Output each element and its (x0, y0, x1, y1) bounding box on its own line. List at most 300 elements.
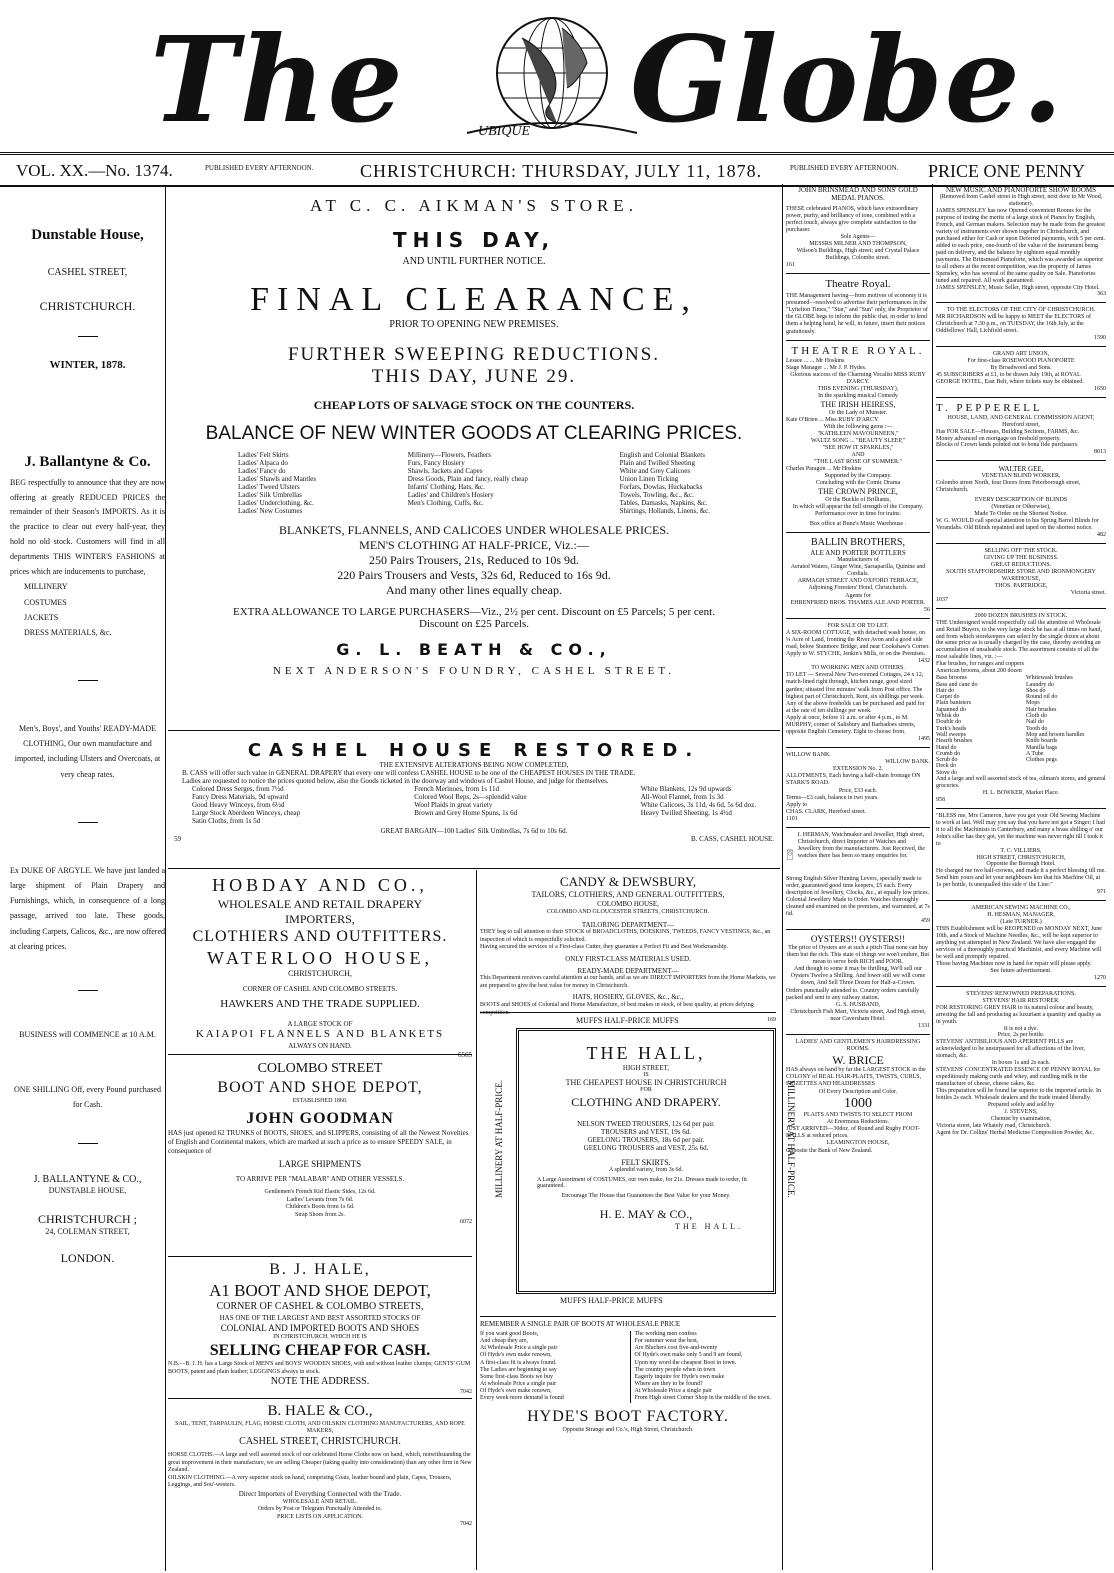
candy-num: 169 (767, 1017, 776, 1023)
hyde-r-7: Where are they to be found? (634, 1381, 703, 1388)
list1-4: Ladies' Tweed Ulsters (238, 483, 300, 492)
hobday-advert (168, 874, 472, 1060)
hall-advert (516, 1028, 776, 1294)
brush-b-8: Tooth do (1026, 725, 1048, 732)
hall-street: HIGH STREET, (622, 1064, 670, 1072)
price: PRICE ONE PENNY (928, 161, 1086, 181)
hyde-l-3: Of Hyde's own make renown, (480, 1352, 552, 1359)
published-note: PUBLISHED EVERY AFTERNOON. (205, 164, 314, 172)
hall-is: IS (643, 1072, 649, 1078)
agent: Agent for Dr. Collins' Herbal Medicine Composition Powder, &c. (936, 1129, 1094, 1136)
hobday-clothiers: CLOTHIERS AND OUTFITTERS. (192, 927, 448, 945)
list2-2: Shawls, Jackets and Capes (407, 467, 483, 476)
removed: (Removed from Cashel street to High street, next door to Mr Wood, stationer). (939, 194, 1103, 208)
bjhale-in: IN CHRISTCHURCH, WHICH HE IS (273, 1333, 367, 1340)
bjhale-nb: N.B.—B. J. H. has a Large Stock of MEN'S and BOYS' WOODEN SHOES, with and without leather clumps; GENTS' GUM BOOTS, patent and plain leather; LEGGINGS always in stock. (168, 1361, 471, 1375)
list1-2: Ladies' Fancy do (238, 467, 286, 476)
num: 1037 (936, 596, 948, 603)
shilling-text: ONE SHILLING Off, every Pound purchased for Cash. (14, 1085, 161, 1110)
hyde-r-1: For summer wear the best, (634, 1337, 699, 1344)
hobday-city: CHRISTCHURCH, (288, 969, 352, 978)
theatre-title: Theatre Royal. (825, 278, 891, 291)
conclude: Concluding with the Comic Drama (815, 480, 901, 487)
brice-body: HAS always on hand by far the LARGEST STOCK in the COLONY of REAL HAIR-PLAITS, TWISTS, CURLS, FRIZETTES AND HEADDRESSES (786, 1067, 926, 1088)
divider (78, 1143, 98, 1144)
sole-agents: Sole Agents— (840, 233, 876, 240)
list2-6: Men's Clothing, Cuffs, &c. (407, 499, 484, 508)
hall-title: THE HALL, (586, 1043, 706, 1063)
list2-0: Millinery—Flowers, Feathers (407, 451, 491, 459)
clearance-list (168, 451, 780, 515)
over: Performance over in time for trains. (815, 510, 901, 517)
argyle-text: Ex DUKE OF ARGYLE. We have just landed a large shipment of Plain Drapery and Furnishings, which, in consequence of a long passage, arrived too late. These goods, including Carpets, Calicos, &c., are now offered at clearing prices. (10, 865, 165, 951)
hobday-importers: IMPORTERS, (285, 911, 355, 926)
silver: Strong English Silver Hunting Levers, specially made to order, guaranteed good time keepers, £5 each. Every description of Jewellery, Clocks, &c., at equally low prices. Colonial Jewellery Made to Order. Watches thoroughly cleaned and examined on the premises, and warranted, at 7s 6d. (786, 875, 930, 918)
left-column (10, 186, 166, 1571)
bhale-sub: SAIL, TENT, TARPAULIN, FLAG, HORSE CLOTH, AND OILSKIN CLOTHING MANUFACTURERS, AND ROPE MAKERS, (175, 1420, 465, 1435)
manu: Manufacturers of (837, 557, 879, 564)
restorer: STEVENS' HAIR RESTORER. (982, 997, 1060, 1004)
candy-streets: COLOMBO AND GLOUCESTER STREETS, CHRISTCHURCH. (546, 909, 710, 915)
hall-side-left: MILLINERY AT HALF-PRICE. (494, 1080, 504, 1198)
hyde-r-0: The working men confess (634, 1330, 697, 1337)
hyde-r-5: The country people when in town (634, 1366, 716, 1373)
goodman-item-2: Children's Boots from 1s 6d. (285, 1204, 355, 1211)
rosewood: For first-class ROSEWOOD PIANOFORTE (967, 358, 1075, 365)
brush-a-9: Wall sweeps (936, 731, 967, 738)
hyde-l-8: Of Hyde's own make renown, (480, 1388, 552, 1395)
lady-munster: Or the Lady of Munster. (828, 409, 888, 416)
item-dress: DRESS MATERIALS, &c. (24, 627, 112, 637)
hyde-r-8: At Wholesale Price a single pair (634, 1388, 712, 1395)
balance: BALANCE OF NEW WINTER GOODS AT CLEARING PRICES. (205, 423, 743, 444)
great: GREAT REDUCTIONS. (990, 561, 1052, 568)
goodman-h1: COLOMBO STREET (257, 1061, 383, 1076)
hyde-address: Opposite Strange and Co.'s, High Street, Christchurch. (562, 1426, 694, 1433)
hall-top: MUFFS HALF-PRICE MUFFS (576, 1016, 679, 1025)
divider (936, 346, 1106, 347)
divider (480, 1012, 776, 1013)
wilson: Wilson's Buildings, High street; and Crystal Palace Buildings, Colombo street. (796, 247, 920, 262)
brush-b-2: Shoe do (1026, 687, 1046, 694)
hall-item-0: NELSON TWEED TROUSERS, 12s 6d per pair. (577, 1120, 715, 1128)
pepperell: T. PEPPERELL (936, 401, 1043, 414)
villiers: T. C. VILLIERS, (1000, 847, 1042, 854)
brush-a-10: Hearth brushes (936, 738, 973, 745)
spensley: JAMES SPENSLEY has now Opened convenient Rooms for the purpose of testing the merits of a large stock of Pianos by English, French, and German makers. Selection may be made from the greatest variety of instruments ever shown together in Christchurch, and purchased either for Cash or upon Deferred payments, with 5 per cent. added to each price, one-fourth of the value of the instrument being paid on delivery, and the balance by eighteen equal monthly payments. The Brinsmead Pianoforte, which was awarded as superior to all others at the recent competition, was the property of James Spensley, who has several of the same quality on Sale. Pianofortes tuned and repaired. All work guaranteed. (936, 208, 1106, 284)
list1-5: Ladies' Silk Umbrellas (238, 491, 302, 500)
c3-1: All-Wool Flannel, from 1s 3d (640, 793, 724, 802)
divider (936, 543, 1106, 544)
goodman-large: LARGE SHIPMENTS (278, 1159, 362, 1170)
beath-name: G. L. BEATH & CO., (336, 640, 612, 660)
chemist: Chemist by examination, (990, 1115, 1052, 1122)
candy-body: THEY beg to call attention to their STOCK of BROADCLOTHS, DOESKINS, TWEEDS, FANCY VESTINGS, &c., an inspection of which is respectfully solicited. (480, 929, 771, 943)
divider (936, 900, 1106, 901)
num: 482 (1097, 532, 1106, 539)
further-reductions: FURTHER SWEEPING REDUCTIONS. (287, 344, 661, 365)
column-rule (932, 184, 933, 1570)
brinsmead: JOHN BRINSMEAD AND SONS' GOLD MEDAL PIANOS. (798, 186, 918, 203)
hall-for: FOR (640, 1087, 652, 1093)
brush-b-9: Mop and broom handles (1026, 731, 1085, 738)
goodman-item-1: Ladies' Levants from 7s 6d. (286, 1196, 354, 1203)
trousers-3: And many other lines equally cheap. (386, 583, 562, 598)
colombo: Colombo street North, four Doors from Peterborough street, Christchurch. (936, 480, 1081, 494)
freeholds: Any of the above freeholds can be purchased and paid for at the rate of ten shillings per week. (786, 700, 925, 714)
until-notice: AND UNTIL FURTHER NOTICE. (402, 256, 546, 267)
column-rule (782, 184, 783, 1570)
allotments: ALLOTMENTS, Each having a half-chain frontage ON STARK'S ROAD. (786, 773, 921, 787)
kathleen: "KATHLEEN MAVOURNEEN," (817, 430, 899, 437)
divider (786, 532, 930, 533)
cashel-sub: THE EXTENSIVE ALTERATIONS BEING NOW COMPLETED, (379, 761, 569, 769)
divider (168, 1398, 472, 1399)
brush-a-5: Japanned do (936, 706, 966, 713)
list1-7: Ladies' New Costumes (238, 507, 303, 516)
hyde-l-4: A first-class fit is always found. (480, 1359, 557, 1366)
hyde-advert (480, 1320, 776, 1434)
brush-b-7: Nail do (1026, 719, 1044, 726)
stevens: STEVENS' RENOWNED PREPARATIONS. (966, 990, 1076, 997)
divider (786, 747, 930, 748)
list1-6: Ladies' Underclothing, &c. (238, 499, 314, 508)
adjoining: Adjoining Foresters' Hotel, Christchurch. (808, 585, 908, 592)
hyde-r-9: From High street Corner Shop in the middle of the town. (634, 1395, 771, 1402)
c1-4: Satin Cloths, from 1s 5d (192, 817, 261, 826)
c2-3: Brown and Grey Home Spuns, 1s 6d (414, 809, 518, 818)
bjhale-has: HAS ONE OF THE LARGEST AND BEST ASSORTED STOCKS OF (219, 1313, 421, 1322)
hall-splendid: A splendid variety, from 3s 6d. (608, 1167, 684, 1173)
brush-b-0: Whitewash brushes (1026, 675, 1073, 682)
fish-mart: Christchurch Fish Mart, Victoria street, And High street, near Caversham Hotel. (790, 1008, 926, 1022)
american-brooms: American brooms, about 200 dozen (936, 668, 1022, 675)
divider (480, 1316, 776, 1317)
place-date: CHRISTCHURCH: THURSDAY, JULY 11, 1878. (360, 161, 763, 181)
charles: Charles Paragon ... Mr Hoskins (786, 466, 862, 473)
and: AND (851, 451, 865, 458)
hyde-l-5: The Ladies are beginning to say (480, 1366, 557, 1373)
hyde-r-6: Eagerly inquire for Hyde's own make (634, 1373, 725, 1380)
hall-encourage: Encourage The House that Guarantees the Best Value for your Money. (561, 1193, 731, 1199)
hobday-kaiapoi: KAIAPOI FLANNELS AND BLANKETS (195, 1028, 445, 1041)
num: 8013 (1094, 449, 1106, 456)
bless: "BLESS me, Mrs Cameron, have you got your Old Sewing Machine to work at last. Well may you say that you have not got a Singer; I had it to all the Machinists in Canterbury, and many a brass shilling o' our John's siller has they got, yet the machine was never right till I took it to (936, 812, 1105, 847)
buckle: Or the Buckle of Brilliants, (825, 496, 891, 503)
lessee: Lessee ... ... Mr Hoskins (786, 357, 845, 364)
list1-1: Ladies' Alpaca do (238, 459, 288, 468)
brush-b-5: Hair brushes (1026, 706, 1057, 713)
flue: Flue brushes, for ranges and coppers (936, 661, 1024, 668)
see-future: See future advertisement. (990, 967, 1052, 974)
c3-3: Heavy Twilled Sheeting, 1s 4½d (640, 809, 732, 818)
hall-firm: H. E. MAY & CO., (599, 1207, 693, 1221)
brush-b-1: Laundry do (1026, 681, 1054, 688)
c1-2: Good Heavy Winceys, from 6½d (192, 801, 285, 810)
plaits: PLAITS AND TWISTS TO SELECT FROM (803, 1112, 913, 1119)
goodman-arrive: TO ARRIVE PER "MALABAR" AND OTHER VESSELS. (235, 1174, 405, 1183)
hyde-l-2: At Wholesale Price a single pair (480, 1345, 558, 1352)
hall-item-1: TROUSERS and VEST, 19s 6d. (601, 1128, 691, 1136)
c3-0: White Blankets, 12s 9d upwards (640, 785, 732, 793)
oyster-verse-2: And though to some it may be thrilling, We'll sell our Oysters Twelve a Shilling. And lower still we will come down, And Sell Three Dozen for Half-a-Crown. (790, 966, 926, 987)
wg: W. G. WOULD call special attention to his Spring Barrel Blinds for Verandahs. Old Blinds repainted and taped on the shortest notice. (936, 518, 1099, 532)
apply2: Apply to (786, 801, 808, 808)
hyde-r-2: Are Bluchers cost five-and-twenty (634, 1345, 718, 1352)
bhale-advert (168, 1402, 472, 1529)
list1-3: Ladies' Shawls and Mantles (238, 475, 317, 484)
ballin: BALLIN BROTHERS, (811, 537, 905, 549)
working: TO WORKING MEN AND OTHERS. (811, 665, 905, 672)
candy-advert (480, 874, 776, 1025)
goodman-item-3: Strap Shoes from 2s. (295, 1211, 345, 1218)
list3-2: White and Grey Calicoes (619, 467, 691, 476)
those: Those having Machines now in hand for repair will please apply. (936, 960, 1092, 967)
sale: FOR SALE OR TO LET. (827, 622, 889, 629)
also: And a large and well assorted stock of tea, oilman's stores, and general groceries. (936, 776, 1106, 789)
masthead (0, 0, 1114, 150)
hall-item-3: GEELONG TROUSERS and VEST, 25s 6d. (583, 1144, 709, 1152)
c2-2: Wool Plaids in great variety (414, 801, 493, 810)
list3-0: English and Colonial Blankets (619, 451, 705, 459)
candy-ready: READY-MADE DEPARTMENT— (577, 966, 679, 975)
brush-a-0: Bass brooms (936, 675, 967, 682)
brush-a-15: Stove do (936, 769, 958, 776)
every: EVERY DESCRIPTION OF BLINDS (974, 497, 1068, 504)
pills: STEVENS' ANTIBILIOUS AND APERIENT PILLS are acknowledged to be unsurpassed for all affections of the liver, stomach, &c. (936, 1039, 1085, 1060)
which: In which will appear the full strength of the Company. (792, 503, 924, 510)
goodman-name: JOHN GOODMAN (246, 1110, 394, 1127)
c1-3: Large Stock Aberdeen Winceys, cheap (192, 809, 301, 818)
agents2: Agents for (845, 592, 871, 599)
brush-a-6: Whisk do (936, 713, 960, 720)
candy-boots: BOOTS and SHOES of Colonial and Home Manufacture, of best makes in stock, of best quality, at prices defying competition. (480, 1002, 754, 1016)
cashel-advert (168, 734, 780, 869)
aikman-header: AT C. C. AIKMAN'S STORE. (310, 196, 638, 215)
num: 459 (921, 918, 930, 925)
boxes: In boxes 1s and 2s each. (991, 1060, 1051, 1067)
willow2: WILLOW BANK. (885, 759, 930, 766)
list3-1: Plain and Twilled Sheeting (619, 459, 695, 468)
victoria-street: Victoria street, late Whately road, Christchurch. (936, 1122, 1051, 1129)
bhale-name: B. HALE & CO., (267, 1403, 373, 1419)
restorer-body: FOR RESTORING GREY HAIR to its natural colour and beauty, arresting the fall and producing as luxuriant a quantity and quality as in youth. (936, 1004, 1102, 1025)
milner: MESSRS MILNER AND THOMPSON, (809, 240, 907, 247)
divider (936, 808, 1106, 809)
theatre-body: THE Management having—from motives of economy it is presumed—resolved to advertise their performances in the "Lyttelton Times," "Star," and "Sun" only, the Proprietor of the GLOBE begs to inform the public that, in order to lend them a helping hand, he will, in future, insert their notices gratuitously. (786, 293, 928, 335)
item-costumes: COSTUMES (24, 597, 67, 607)
cashel-num: 59 (174, 835, 181, 844)
divider (786, 827, 930, 828)
late: (Late TURNER.) (1000, 919, 1042, 926)
bhale-lists: PRICE LISTS ON APPLICATION. (276, 1513, 363, 1520)
giving: GIVING UP THE BUSINESS. (983, 555, 1059, 561)
blind-worker: VENETIAN BLIND WORKER, (981, 473, 1061, 480)
south: SOUTH STAFFORDSHIRE STORE AND IRONMONGERY WAREHOUSE, (946, 568, 1096, 582)
list1-0: Ladies' Felt Skirts (238, 451, 289, 459)
goodman-item-0: Gentlemen's French Kid Elastic Sides, 12s 6d. (264, 1189, 376, 1196)
list2-5: Ladies' and Children's Hosiery (407, 491, 494, 500)
num: 161 (786, 262, 795, 269)
leamington: LEAMINGTON HOUSE, (826, 1140, 890, 1147)
num: 1590 (1094, 335, 1106, 342)
brush-b-11: Manilla bags (1026, 744, 1058, 751)
pepperell-3: Has FOR SALE—Houses, Building Sections, FARMS, &c. (936, 428, 1080, 435)
hours-text: BUSINESS will COMMENCE at 10 A.M. (19, 1029, 156, 1039)
hyde-top: REMEMBER A SINGLE PAIR OF BOOTS AT WHOLESALE PRICE (480, 1320, 681, 1328)
brush-b-3: Round oil do (1026, 694, 1058, 701)
divider (78, 680, 98, 681)
divider (786, 273, 930, 274)
brush-a-7: Double do (936, 719, 962, 726)
cashel-body: B. CASS will offer such value in GENERAL DRAPERY that every one will confess CASHEL HOUSE to be one of the CHEAPEST HOUSES IN THE TRADE. (182, 769, 636, 777)
volume-number: VOL. XX.—No. 1374. (16, 161, 173, 180)
firm-name: J. Ballantyne & Co. (24, 454, 151, 470)
list3-7: Shirtings, Hollands, Linens, &c. (619, 507, 710, 516)
willow: WILLOW BANK. (786, 752, 831, 759)
irish-heiress: THE IRISH HEIRESS, (820, 400, 896, 410)
bjhale-note: NOTE THE ADDRESS. (270, 1376, 370, 1388)
this-day: THIS DAY, (392, 228, 556, 252)
bhale-body: HORSE CLOTHS.—A large and well assorted stock of our celebrated Horse Cloths now on hand, which, notwithstanding the great improvement in their manufacture, we are selling Cheaper (taking quality into consideration) than any other firm in New Zealand. (168, 1452, 472, 1474)
prep: This preparation will be found far superior to the imported article. In bottles 2s each. Wholesale dealers and the trade treated liberally. (936, 1088, 1101, 1102)
divider (936, 460, 1106, 461)
hall-cheapest: THE CHEAPEST HOUSE IN CHRISTCHURCH (565, 1078, 727, 1087)
bjhale-corner: CORNER OF CASHEL & COLOMBO STREETS, (216, 1301, 424, 1313)
oysters: OYSTERS!! OYSTERS!! (810, 934, 906, 945)
cheap-lots: CHEAP LOTS OF SALVAGE STOCK ON THE COUNTERS. (313, 398, 635, 412)
candy-name: CANDY & DEWSBURY, (559, 874, 697, 889)
richardson: MR RICHARDSON will be happy to MEET the ELECTORS of Christchurch at 7.30 p.m., on TUESDAY, the 16th July, at the Oddfellows' Hall, Lichfield street. (936, 314, 1091, 335)
husband: G. S. HUSBAND, (835, 1001, 881, 1008)
charged: He charged me two half-crowns, and made it a perfect blessing till me. Send him yours and let your neighbours ken that his Machine Oil, at 1s per bottle, is unequalled this side o' the Line." (936, 868, 1106, 889)
beath-address: NEXT ANDERSON'S FOUNDRY, CASHEL STREET. (272, 665, 676, 678)
list3-4: Forfars, Dowlas, Huckabacks (619, 483, 703, 492)
brush-a-2: Hair do (936, 687, 955, 694)
hyde-l-6: Some first-class Boots we buy (480, 1373, 553, 1380)
brush-b-10: Knife boards (1026, 738, 1058, 745)
column-rule (476, 870, 477, 1570)
brush-a-11: Hand do (936, 744, 957, 751)
bjhale-title: A1 BOOT AND SHOE DEPOT, (209, 1281, 431, 1300)
aerated: Aerated Waters, Ginger Wine, Sarsaparilla, Quinine and Cordials. (790, 564, 926, 578)
music: NEW MUSIC AND PIANOFORTE SHOW ROOMS (945, 186, 1097, 194)
season: WINTER, 1878. (49, 359, 126, 372)
ehren: EHRENFRIED BROS. THAMES ALE AND PORTER. (790, 599, 926, 606)
city: CHRISTCHURCH. (39, 299, 136, 314)
waltz: WALTZ SONG ... "BEAUTY SLEEP," (810, 437, 906, 444)
hall-firm2: THE HALL. (675, 1222, 743, 1231)
bhale-whole: WHOLESALE AND RETAIL. (282, 1498, 358, 1505)
subscribers: 45 SUBSCRIBERS at £1, to be drawn July 19th, at ROYAL GEORGE HOTEL, East Belt, where tickets may be obtained. (936, 372, 1084, 385)
brush-a-13: Scrub do (936, 757, 958, 764)
hairdressing: LADIES' AND GENTLEMEN'S HAIRDRESSING ROOMS. (795, 1039, 921, 1053)
this-day-date: THIS DAY, JUNE 29. (371, 366, 577, 387)
bhale-direct: Direct Importers of Everything Connected with the Trade. (238, 1489, 402, 1498)
hyde-l-9: Every week more demand is found (480, 1395, 564, 1402)
money: Money advanced on mortgage on freehold property. (936, 435, 1061, 442)
rose: "THE LAST ROSE OF SUMMER." (814, 459, 902, 466)
hall-bottom: MUFFS HALF-PRICE MUFFS (560, 1296, 663, 1305)
terms: Terms—£3 cash, balance in two years. (786, 794, 879, 801)
brush-a-14: Deck do (936, 763, 957, 770)
made: Made To Order on the Shortest Notice. (974, 511, 1068, 518)
prior-text: PRIOR TO OPENING NEW PREMISES. (389, 319, 559, 330)
num: 363 (1097, 291, 1106, 298)
hobday-stock: A LARGE STOCK OF (287, 1019, 353, 1028)
bhale-oil: OILSKIN CLOTHING.—A very superior stock on hand, comprising Coats, leather bound and plain, Capes, Trousers, Leggings, and Sou'-westers. (168, 1474, 452, 1489)
songs: With the following gems :— (823, 423, 893, 430)
divider (78, 822, 98, 823)
num: 1650 (1094, 385, 1106, 392)
armagh: ARMAGH STREET AND OXFORD TERRACE, (797, 578, 919, 585)
list3-6: Tables, Damasks, Napkins, &c. (619, 499, 708, 508)
list2-4: Infants' Clothing, Hats, &c. (407, 483, 485, 492)
blocks: Blocks of Crown lands pointed out to bona fide purchasers. (936, 442, 1079, 449)
num: 56 (924, 606, 930, 613)
candy-body3: This Department receives careful attention at our hands, and as we are DIRECT IMPORTERS from the Home Markets, we are prepared to give the best value for money in Christchurch. (480, 975, 776, 989)
brush-a-12: Crumb do (936, 750, 961, 757)
goodman-est: ESTABLISHED 1860. (292, 1097, 348, 1104)
hall-side-right: MILLINERY AT HALF-PRICE. (786, 1080, 796, 1198)
aikman-advert (168, 186, 780, 731)
num: 1495 (918, 736, 930, 743)
divider (168, 1054, 472, 1055)
price: Price, £33 each. (838, 787, 878, 794)
c1-0: Colored Dress Serges, from 7½d (192, 785, 284, 793)
electors: TO THE ELECTORS OF THE CITY OF CHRISTCHURCH. (946, 307, 1096, 314)
extension: EXTENSION No. 2. (833, 766, 883, 773)
venetian: (Venetian or Otherwise), (991, 504, 1051, 511)
dye: It is not a dye. (1003, 1025, 1039, 1032)
kate: Kate O'Brien ... Miss RUBY D'ARCY (786, 416, 879, 423)
candy-house: COLOMBO HOUSE, (597, 900, 659, 909)
sig-1: J. BALLANTYNE & CO., (33, 1173, 142, 1185)
brushes: 2000 DOZEN BRUSHES IN STOCK. (974, 612, 1068, 619)
sig-3: CHRISTCHURCH ; (37, 1212, 138, 1227)
cottage: A SIX-ROOM COTTAGE, with detached wash house, on ¼ Acre of Land, fronting the River Avon and a good side road, below Stanmore Bridge, and near Cookshaw's Corner. Apply to W. STYCHE, Jenkin's Mills, or on the Premises. (786, 629, 930, 658)
published-note-2: PUBLISHED EVERY AFTERNOON. (790, 164, 899, 172)
num: 1331 (918, 1022, 930, 1029)
divider (936, 302, 1106, 303)
divider (936, 397, 1106, 398)
brushes-body: THE Undersigned would respectfully call the attention of Wholesale and Retail Buyers, to the very large stock he has at all times on hand, and from which storekeepers can select by the single dozen at about the same price as is usually charged by the case, thereby avoiding an accumulation of unsaleable stock. The assortment consists of all the most saleable lines, viz. :— (936, 619, 1102, 661)
divider (786, 618, 930, 619)
j-stevens: J. STEVENS, (1004, 1108, 1038, 1115)
thousand: 1000 (844, 1095, 872, 1111)
street: CASHEL STREET, (47, 266, 128, 278)
hyde-l-7: At wholesale Price a single pair (480, 1381, 557, 1388)
hobday-always: ALWAYS ON HAND. (288, 1042, 352, 1050)
hereford: Hereford street, (1002, 421, 1040, 428)
num: 1432 (918, 658, 930, 665)
ale: ALE AND PORTER BOTTLERS (810, 548, 906, 557)
column-four (786, 186, 930, 1155)
intro-text: BEG respectfully to announce that they are now offering at greatly REDUCED PRICES the remainder of their Season's IMPORTS. As it is the practice to clear out every half-year, they hold no old stock. Customers will find in all departments THIS WINTER'S FASHIONS at prices which are inducements to purchase, (10, 477, 165, 576)
hall-felt: FELT SKIRTS. (621, 1158, 671, 1167)
num: 971 (1097, 889, 1106, 896)
hesman: H. HESMAN, MANAGER, (987, 912, 1055, 919)
sig-2: DUNSTABLE HOUSE, (48, 1186, 127, 1196)
c2-1: Colored Wool Reps, 2s—splendid value (414, 793, 527, 802)
brush-a-8: Turk's heads (936, 725, 967, 732)
hobday-house: WATERLOO HOUSE, (207, 947, 433, 968)
cashel-note: Ladies are requested to notice the prices quoted below, also the Goods ticketed in the doorway and windows of Cashel House, and judge for themselves. (182, 777, 609, 785)
divider (936, 608, 1106, 609)
opposite: Opposite the Bank of New Zealand. (786, 1147, 873, 1154)
masthead-title-left: The (150, 10, 405, 149)
sparkling: In the sparkling musical Comedy (818, 393, 898, 399)
